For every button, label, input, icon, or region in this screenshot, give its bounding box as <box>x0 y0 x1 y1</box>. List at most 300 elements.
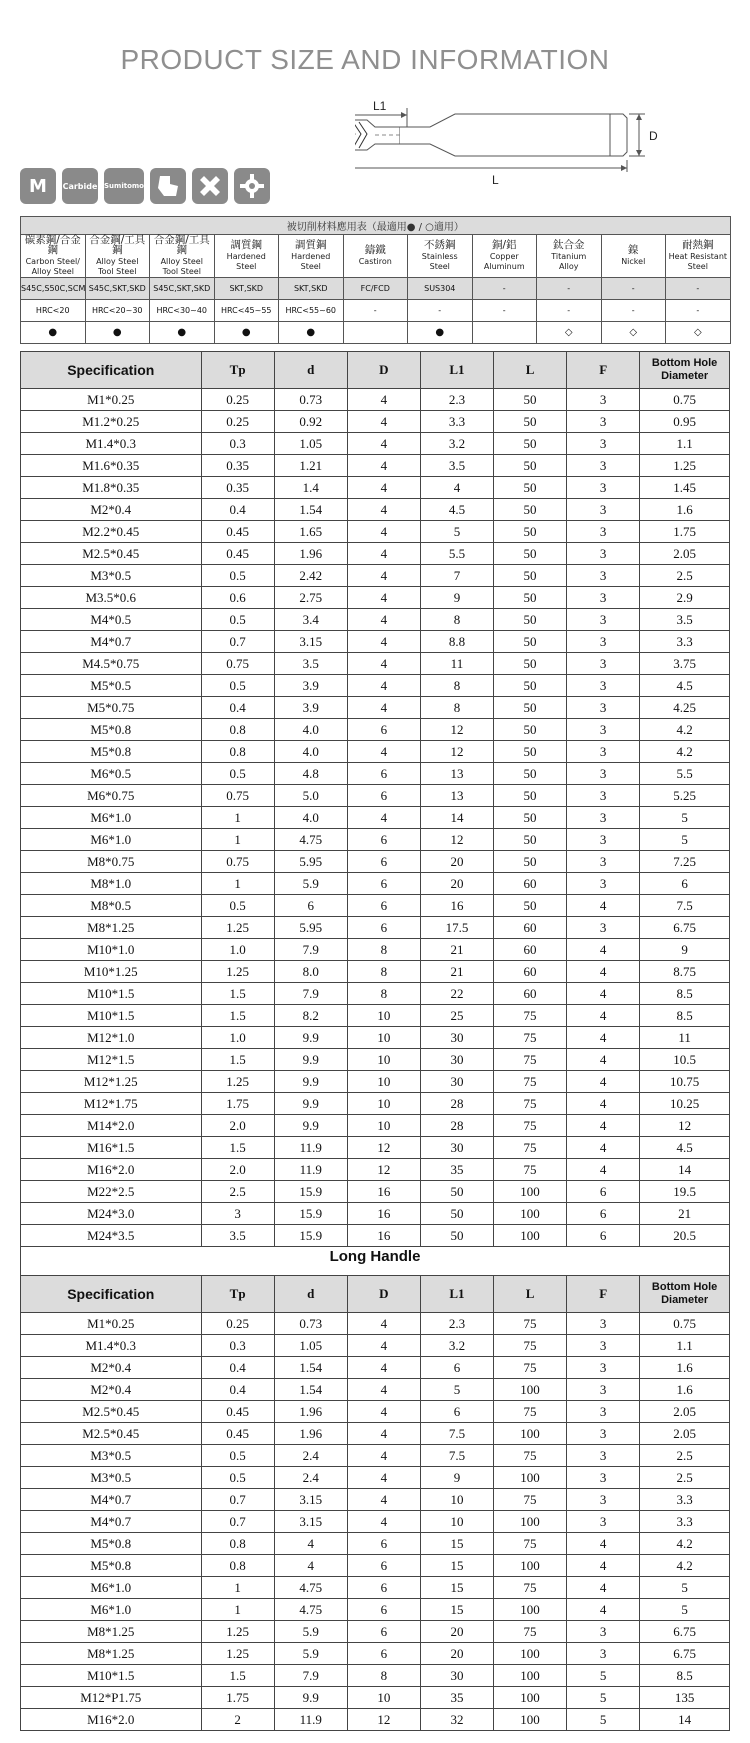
table-cell: 3 <box>567 411 640 433</box>
table-cell: 4 <box>347 741 420 763</box>
table-cell: 15.9 <box>274 1203 347 1225</box>
table-cell: 11.9 <box>274 1709 347 1731</box>
table-cell: 30 <box>420 1665 493 1687</box>
material-suitability-cell: ● <box>21 322 86 344</box>
table-cell: M8*1.25 <box>21 917 202 939</box>
table-cell: 3.5 <box>201 1225 274 1247</box>
table-cell: 50 <box>494 763 567 785</box>
table-cell: 6 <box>347 917 420 939</box>
table-cell: 35 <box>420 1159 493 1181</box>
material-name-en: Hardened <box>226 252 266 261</box>
table-cell: 11.9 <box>274 1159 347 1181</box>
table-cell: 9.9 <box>274 1115 347 1137</box>
table-cell: 20 <box>420 1643 493 1665</box>
table-cell: 7 <box>420 565 493 587</box>
column-header: F <box>567 1276 640 1313</box>
column-header: D <box>347 352 420 389</box>
table-cell: 50 <box>494 895 567 917</box>
table-cell: 1.25 <box>201 917 274 939</box>
column-header: Bottom Hole Diameter <box>640 352 730 389</box>
table-row <box>21 1665 730 1687</box>
table-cell: 4 <box>347 1489 420 1511</box>
page-title: PRODUCT SIZE AND INFORMATION <box>120 44 610 75</box>
table-cell: M6*1.0 <box>21 1599 202 1621</box>
table-cell: 0.45 <box>201 543 274 565</box>
table-cell: 100 <box>494 1511 567 1533</box>
table-cell: 100 <box>494 1643 567 1665</box>
table-row <box>21 1467 730 1489</box>
material-header-cell <box>150 235 215 278</box>
table-cell: 13 <box>420 763 493 785</box>
table-cell: 3 <box>567 653 640 675</box>
material-name-en: Hardened <box>291 252 331 261</box>
table-cell: M6*1.0 <box>21 807 202 829</box>
table-cell: 2.5 <box>201 1181 274 1203</box>
table-cell: 7.9 <box>274 1665 347 1687</box>
table-cell: 50 <box>494 411 567 433</box>
table-cell: 60 <box>494 939 567 961</box>
table-cell: 4 <box>567 1137 640 1159</box>
table-cell: M10*1.25 <box>21 961 202 983</box>
table-cell: 50 <box>494 609 567 631</box>
table-cell: 4 <box>567 1093 640 1115</box>
table-cell: 22 <box>420 983 493 1005</box>
table-row <box>21 1599 730 1621</box>
table-cell: 3.5 <box>420 455 493 477</box>
table-cell: 6 <box>567 1181 640 1203</box>
table-cell: 100 <box>494 1665 567 1687</box>
table-cell: 10.5 <box>640 1049 730 1071</box>
table-cell: 4 <box>567 1005 640 1027</box>
table-cell: 17.5 <box>420 917 493 939</box>
table-cell: 30 <box>420 1071 493 1093</box>
table-row <box>21 543 730 565</box>
table-cell: 20.5 <box>640 1225 730 1247</box>
table-row <box>21 1049 730 1071</box>
table-cell: 1.25 <box>201 961 274 983</box>
material-suitability-cell: ● <box>279 322 344 344</box>
table-cell: 1.6 <box>640 1379 730 1401</box>
table-row <box>21 1401 730 1423</box>
table-cell: 50 <box>494 521 567 543</box>
table-cell: 9 <box>640 939 730 961</box>
table-cell: 0.92 <box>274 411 347 433</box>
table-cell: M2*0.4 <box>21 1357 202 1379</box>
table-cell: 4 <box>420 477 493 499</box>
table-cell: M1*0.25 <box>21 1313 202 1335</box>
table-cell: 1.0 <box>201 939 274 961</box>
table-cell: 60 <box>494 983 567 1005</box>
material-hrc-cell: HRC<45~55 <box>214 300 279 322</box>
material-name-en: Titanium <box>551 252 587 261</box>
table-cell: 10 <box>347 1093 420 1115</box>
table-row <box>21 1643 730 1665</box>
table-row <box>21 1115 730 1137</box>
table-row <box>21 1357 730 1379</box>
table-cell: 12 <box>347 1137 420 1159</box>
table-cell: 1.75 <box>201 1093 274 1115</box>
table-cell: 0.5 <box>201 1445 274 1467</box>
table-cell: 5.5 <box>640 763 730 785</box>
table-cell: 3 <box>567 455 640 477</box>
table-cell: 4.0 <box>274 719 347 741</box>
table-cell: 1.5 <box>201 1005 274 1027</box>
table-cell: 4.2 <box>640 1533 730 1555</box>
material-hrc-cell: HRC<20~30 <box>85 300 150 322</box>
table-cell: 8.5 <box>640 1005 730 1027</box>
table-cell: 3 <box>567 829 640 851</box>
table-cell: 50 <box>494 807 567 829</box>
table-cell: 16 <box>347 1203 420 1225</box>
table-cell: 4 <box>567 1071 640 1093</box>
table-cell: 75 <box>494 1489 567 1511</box>
table-cell: 9.9 <box>274 1071 347 1093</box>
column-header: d <box>274 352 347 389</box>
table-cell: 6 <box>420 1357 493 1379</box>
table-cell: 0.7 <box>201 1511 274 1533</box>
table-cell: 4.5 <box>640 675 730 697</box>
table-row <box>21 565 730 587</box>
material-suitability-cell: ● <box>85 322 150 344</box>
tool-shape-icon <box>150 168 186 204</box>
table-cell: 10 <box>347 1027 420 1049</box>
table-cell: 0.45 <box>201 521 274 543</box>
material-name-zh: 合金鋼/工具鋼 <box>153 234 210 256</box>
table-cell: 6 <box>347 1533 420 1555</box>
table-cell: 4 <box>347 1423 420 1445</box>
table-cell: 3 <box>567 521 640 543</box>
table-cell: 4 <box>347 499 420 521</box>
table-cell: 8 <box>420 697 493 719</box>
table-cell: 10 <box>347 1005 420 1027</box>
material-name-zh: 銅/鋁 <box>491 239 517 251</box>
table-cell: 1.96 <box>274 543 347 565</box>
table-cell: 75 <box>494 1071 567 1093</box>
table-cell: 10.25 <box>640 1093 730 1115</box>
table-cell: 8.0 <box>274 961 347 983</box>
table-cell: 100 <box>494 1181 567 1203</box>
table-cell: M1.6*0.35 <box>21 455 202 477</box>
table-cell: 13 <box>420 785 493 807</box>
material-name-zh: 調質鋼 <box>295 239 327 251</box>
table-cell: 4 <box>274 1555 347 1577</box>
table-cell: 0.45 <box>201 1423 274 1445</box>
table-cell: 4 <box>347 807 420 829</box>
table-cell: 2.05 <box>640 1401 730 1423</box>
column-header: L1 <box>420 352 493 389</box>
table-cell: 60 <box>494 873 567 895</box>
table-cell: 12 <box>420 829 493 851</box>
table-cell: 3 <box>567 675 640 697</box>
table-cell: 1.1 <box>640 433 730 455</box>
table-cell: 15 <box>420 1555 493 1577</box>
table-cell: 1.45 <box>640 477 730 499</box>
table-cell: 1.25 <box>201 1621 274 1643</box>
table-cell: 1.54 <box>274 499 347 521</box>
material-name-en: Alloy Steel <box>160 257 203 266</box>
table-cell: M3.5*0.6 <box>21 587 202 609</box>
table-cell: 100 <box>494 1379 567 1401</box>
table-cell: 1.5 <box>201 983 274 1005</box>
table-cell: 75 <box>494 1093 567 1115</box>
table-cell: M2.2*0.45 <box>21 521 202 543</box>
table-cell: M8*0.5 <box>21 895 202 917</box>
table-cell: M8*0.75 <box>21 851 202 873</box>
spec-table-long-handle <box>20 1275 730 1731</box>
table-cell: 2.0 <box>201 1159 274 1181</box>
table-cell: 4 <box>347 631 420 653</box>
table-cell: 50 <box>494 543 567 565</box>
table-cell: M8*1.25 <box>21 1621 202 1643</box>
material-header-cell <box>666 235 731 278</box>
table-cell: 8.2 <box>274 1005 347 1027</box>
table-row <box>21 807 730 829</box>
table-cell: 4.2 <box>640 1555 730 1577</box>
table-cell: 9 <box>420 587 493 609</box>
table-cell: 6 <box>347 1555 420 1577</box>
table-cell: 10 <box>420 1489 493 1511</box>
table-cell: 3 <box>567 1445 640 1467</box>
material-name-zh: 耐熱鋼 <box>682 239 714 251</box>
table-row <box>21 785 730 807</box>
table-cell: 4.8 <box>274 763 347 785</box>
table-row <box>21 1159 730 1181</box>
table-cell: 3 <box>567 631 640 653</box>
table-cell: 3.3 <box>420 411 493 433</box>
table-cell: 6 <box>420 1401 493 1423</box>
table-row <box>21 1709 730 1731</box>
material-suitability-cell: ● <box>150 322 215 344</box>
material-name-zh: 鎳 <box>628 244 639 256</box>
table-cell: 75 <box>494 1159 567 1181</box>
table-cell: 3 <box>567 1313 640 1335</box>
table-row <box>21 609 730 631</box>
table-cell: 4 <box>567 1599 640 1621</box>
table-cell: 100 <box>494 1709 567 1731</box>
table-cell: 3 <box>567 719 640 741</box>
table-cell: 50 <box>494 851 567 873</box>
table-cell: 50 <box>494 389 567 411</box>
table-cell: 100 <box>494 1599 567 1621</box>
table-cell: 0.73 <box>274 1313 347 1335</box>
table-row <box>21 983 730 1005</box>
column-header: Bottom Hole Diameter <box>640 1276 730 1313</box>
table-cell: 3.5 <box>640 609 730 631</box>
material-name-en: Aluminum <box>483 262 525 271</box>
table-cell: 5.95 <box>274 917 347 939</box>
table-cell: M16*2.0 <box>21 1709 202 1731</box>
column-header: Tp <box>201 1276 274 1313</box>
table-row <box>21 1071 730 1093</box>
table-cell: 5.9 <box>274 1621 347 1643</box>
table-cell: 3 <box>567 477 640 499</box>
table-row <box>21 1335 730 1357</box>
table-cell: 4 <box>567 1555 640 1577</box>
table-row <box>21 1005 730 1027</box>
table-cell: 21 <box>640 1203 730 1225</box>
table-cell: 3 <box>567 1467 640 1489</box>
table-cell: 12 <box>420 741 493 763</box>
table-cell: 4 <box>347 1335 420 1357</box>
table-cell: 1.75 <box>201 1687 274 1709</box>
table-cell: M4*0.5 <box>21 609 202 631</box>
table-cell: M24*3.0 <box>21 1203 202 1225</box>
table-cell: 2 <box>201 1709 274 1731</box>
table-row <box>21 1093 730 1115</box>
table-cell: 4.2 <box>640 741 730 763</box>
material-suitability-cell <box>343 322 408 344</box>
table-cell: 9.9 <box>274 1049 347 1071</box>
table-cell: 3 <box>567 433 640 455</box>
table-cell: 4 <box>347 411 420 433</box>
material-name-zh: 合金鋼/工具鋼 <box>89 234 146 256</box>
table-cell: 3 <box>567 741 640 763</box>
table-cell: 4 <box>347 1401 420 1423</box>
material-name-en: Tool Steel <box>162 267 201 276</box>
table-cell: 6 <box>347 1599 420 1621</box>
table-cell: M16*1.5 <box>21 1137 202 1159</box>
table-cell: 5 <box>420 521 493 543</box>
table-cell: 3 <box>567 1357 640 1379</box>
table-cell: 75 <box>494 1621 567 1643</box>
column-header: L <box>494 352 567 389</box>
table-cell: 14 <box>420 807 493 829</box>
material-grade-cell: - <box>666 278 731 300</box>
table-cell: 4 <box>347 455 420 477</box>
table-cell: 1.25 <box>640 455 730 477</box>
column-header: Specification <box>21 352 202 389</box>
table-cell: 0.5 <box>201 675 274 697</box>
table-cell: 0.75 <box>201 785 274 807</box>
table-cell: 3 <box>567 1511 640 1533</box>
table-cell: 0.5 <box>201 895 274 917</box>
table-cell: 0.95 <box>640 411 730 433</box>
table-cell: 50 <box>494 719 567 741</box>
table-cell: 1.4 <box>274 477 347 499</box>
material-grade-cell: S45C,SKT,SKD <box>150 278 215 300</box>
table-cell: 3.3 <box>640 1489 730 1511</box>
table-cell: 6 <box>274 895 347 917</box>
table-cell: 16 <box>420 895 493 917</box>
table-cell: 4.2 <box>640 719 730 741</box>
table-cell: 4.0 <box>274 741 347 763</box>
table-cell: 8 <box>420 675 493 697</box>
table-row <box>21 455 730 477</box>
table-cell: 2.4 <box>274 1445 347 1467</box>
table-cell: 0.3 <box>201 433 274 455</box>
table-row <box>21 1137 730 1159</box>
table-cell: 50 <box>494 477 567 499</box>
table-cell: 6 <box>347 895 420 917</box>
material-name-zh: 調質鋼 <box>230 239 262 251</box>
table-cell: M6*1.0 <box>21 829 202 851</box>
table-cell: M3*0.5 <box>21 565 202 587</box>
material-grade-cell: - <box>537 278 602 300</box>
table-cell: 3 <box>567 785 640 807</box>
table-cell: 7.25 <box>640 851 730 873</box>
table-cell: 6.75 <box>640 1621 730 1643</box>
table-cell: 5.9 <box>274 873 347 895</box>
table-cell: 7.5 <box>640 895 730 917</box>
table-cell: 12 <box>347 1159 420 1181</box>
table-row <box>21 631 730 653</box>
table-cell: 0.75 <box>640 1313 730 1335</box>
table-cell: 5 <box>420 1379 493 1401</box>
table-cell: 8 <box>420 609 493 631</box>
table-cell: 4.75 <box>274 1599 347 1621</box>
material-table <box>20 216 731 344</box>
table-cell: 3 <box>567 389 640 411</box>
table-cell: 9.9 <box>274 1027 347 1049</box>
table-cell: 6 <box>347 1621 420 1643</box>
table-cell: 50 <box>494 587 567 609</box>
table-cell: 6 <box>347 719 420 741</box>
material-header-cell <box>537 235 602 278</box>
table-cell: 1.54 <box>274 1379 347 1401</box>
table-cell: 25 <box>420 1005 493 1027</box>
table-cell: 10 <box>347 1115 420 1137</box>
table-cell: 0.35 <box>201 455 274 477</box>
table-cell: 6 <box>347 851 420 873</box>
material-grade-cell: FC/FCD <box>343 278 408 300</box>
table-cell: 4.75 <box>274 829 347 851</box>
material-name-en: Tool Steel <box>98 267 137 276</box>
material-name-en: Steel <box>236 262 257 271</box>
table-cell: 3.4 <box>274 609 347 631</box>
table-cell: 9.9 <box>274 1687 347 1709</box>
table-cell: 4 <box>347 1467 420 1489</box>
table-cell: 3.15 <box>274 1489 347 1511</box>
table-cell: 4 <box>567 1027 640 1049</box>
material-name-zh: 碳素鋼/合金鋼 <box>24 234 81 256</box>
table-cell: 5.0 <box>274 785 347 807</box>
table-cell: 4 <box>347 521 420 543</box>
material-header-cell <box>343 235 408 278</box>
table-cell: 11 <box>640 1027 730 1049</box>
table-cell: 50 <box>494 455 567 477</box>
table-row <box>21 411 730 433</box>
table-row <box>21 719 730 741</box>
table-cell: 3 <box>567 697 640 719</box>
table-row <box>21 477 730 499</box>
material-hrc-cell: - <box>408 300 473 322</box>
table-cell: 20 <box>420 1621 493 1643</box>
sumitomo-icon: Sumitomo <box>104 168 144 204</box>
table-cell: 75 <box>494 1577 567 1599</box>
table-cell: 1.96 <box>274 1423 347 1445</box>
table-cell: 3 <box>567 587 640 609</box>
material-header-cell <box>85 235 150 278</box>
table-cell: 4 <box>347 1379 420 1401</box>
table-cell: 100 <box>494 1687 567 1709</box>
table-cell: 30 <box>420 1027 493 1049</box>
table-cell: 7.9 <box>274 983 347 1005</box>
table-row <box>21 1621 730 1643</box>
column-header: L <box>494 1276 567 1313</box>
material-name-en: Copper <box>489 252 519 261</box>
material-grade-cell: - <box>472 278 537 300</box>
table-cell: 3 <box>567 565 640 587</box>
table-cell: 75 <box>494 1137 567 1159</box>
table-row <box>21 1313 730 1335</box>
material-suitability-cell: ◇ <box>601 322 666 344</box>
table-cell: 2.0 <box>201 1115 274 1137</box>
table-row <box>21 851 730 873</box>
table-cell: M1.4*0.3 <box>21 1335 202 1357</box>
table-cell: 4 <box>347 609 420 631</box>
table-cell: 3.3 <box>640 1511 730 1533</box>
table-cell: 4 <box>347 1511 420 1533</box>
